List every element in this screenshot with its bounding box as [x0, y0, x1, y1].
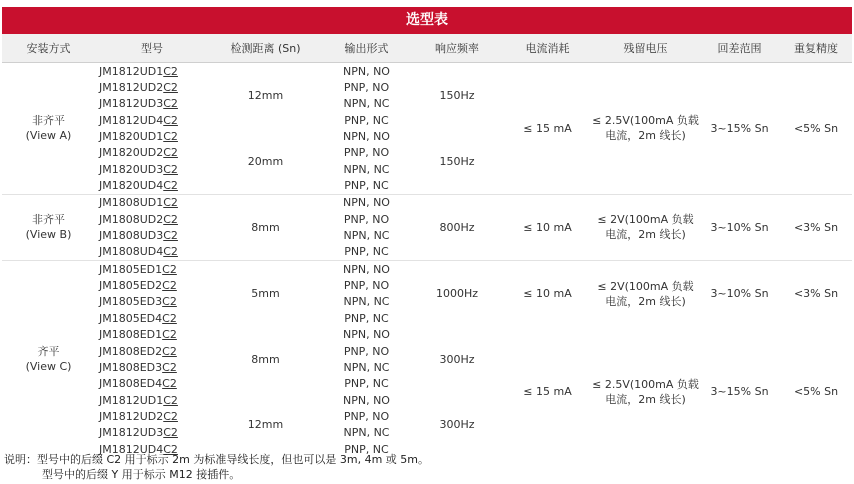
model-cell: JM1808ED2C2: [99, 344, 177, 358]
model-cell: JM1812UD3C2: [99, 426, 178, 440]
output-cell: NPN, NC: [343, 426, 390, 440]
header-model: 型号: [95, 34, 209, 63]
frequency-cell: 150Hz: [439, 154, 475, 168]
mounting-cell: 非齐平 (View A): [2, 63, 95, 195]
model-cell: JM1808UD4C2: [99, 245, 178, 259]
output-cell: NPN, NO: [322, 261, 411, 278]
note-line: 型号中的后缀 Y 用于标示 M12 接插件。: [42, 468, 241, 481]
model-cell: JM1805ED1C2: [95, 261, 209, 278]
model-cell: JM1812UD1C2: [99, 393, 178, 407]
table-header-row: [2, 34, 852, 63]
repeat-cell: <3% Sn: [780, 261, 852, 327]
header-frequency: 响应频率: [411, 34, 503, 63]
frequency-cell: 300Hz: [439, 418, 475, 432]
current-cell: ≤ 15 mA: [523, 385, 572, 399]
output-cell: PNP, NC: [344, 377, 389, 391]
header-distance: 检测距离 (Sn): [209, 34, 322, 63]
hysteresis-cell: 3~10% Sn: [699, 261, 780, 327]
output-cell: PNP, NO: [343, 146, 390, 160]
hysteresis-cell: 3~10% Sn: [699, 194, 780, 260]
output-cell: PNP, NC: [344, 179, 389, 193]
distance-cell: 20mm: [247, 154, 284, 168]
output-cell: NPN, NC: [343, 229, 390, 243]
header-mounting: 安装方式: [2, 34, 95, 63]
output-cell: PNP, NO: [343, 81, 390, 95]
model-cell: JM1820UD2C2: [99, 146, 178, 160]
table-row: [2, 194, 852, 211]
hysteresis-cell: 3~15% Sn: [699, 63, 780, 195]
repeat-cell: <5% Sn: [793, 385, 839, 399]
voltage-cell: ≤ 2V(100mA 负载电流，2m 线长): [592, 194, 699, 260]
output-cell: PNP, NO: [343, 344, 390, 358]
voltage-cell: ≤ 2.5V(100mA 负载电流，2m 线长): [592, 377, 699, 406]
output-cell: NPN, NC: [343, 360, 390, 374]
model-cell: JM1812UD4C2: [99, 442, 178, 456]
header-residual-voltage: 残留电压: [592, 34, 699, 63]
output-cell: PNP, NC: [344, 113, 389, 127]
model-cell: JM1812UD3C2: [99, 97, 178, 111]
output-cell: NPN, NO: [343, 130, 390, 144]
output-cell: NPN, NO: [343, 393, 390, 407]
output-cell: PNP, NC: [344, 442, 389, 456]
header-output: 输出形式: [322, 34, 411, 63]
repeat-cell: <3% Sn: [780, 194, 852, 260]
distance-cell: 12mm: [247, 418, 284, 432]
header-repeatability: 重复精度: [780, 34, 852, 63]
note-line: 说明：型号中的后缀 C2 用于标示 2m 为标准导线长度，但也可以是 3m, 4m 或 5m。: [4, 453, 430, 466]
model-cell: JM1808ED1C2: [99, 328, 177, 342]
output-cell: NPN, NC: [343, 97, 390, 111]
model-cell: JM1812UD1C2: [95, 63, 209, 80]
model-cell: JM1812UD2C2: [99, 409, 178, 423]
header-current: 电流消耗: [503, 34, 592, 63]
distance-cell: 5mm: [209, 261, 322, 327]
header-hysteresis: 回差范围: [699, 34, 780, 63]
distance-cell: 12mm: [209, 63, 322, 129]
mounting-cell: 齐平 (View C): [2, 261, 95, 458]
mounting-cell: 非齐平 (View B): [2, 194, 95, 260]
output-cell: PNP, NC: [344, 245, 389, 259]
model-cell: JM1805ED2C2: [99, 279, 177, 293]
model-cell: JM1808ED3C2: [99, 360, 177, 374]
model-cell: JM1808ED4C2: [99, 377, 177, 391]
model-cell: JM1820UD1C2: [99, 130, 178, 144]
distance-cell: 8mm: [209, 194, 322, 260]
notes: [4, 452, 850, 482]
table-row: [2, 63, 852, 80]
distance-cell: 8mm: [251, 352, 280, 366]
model-cell: JM1812UD4C2: [99, 113, 178, 127]
hysteresis-cell: 3~15% Sn: [710, 385, 769, 399]
voltage-cell: ≤ 2V(100mA 负载电流，2m 线长): [592, 261, 699, 327]
output-cell: PNP, NO: [343, 212, 390, 226]
model-cell: JM1820UD4C2: [99, 179, 178, 193]
output-cell: NPN, NC: [343, 162, 390, 176]
frequency-cell: 800Hz: [411, 194, 503, 260]
table-title: 选型表: [2, 7, 852, 34]
repeat-cell: <5% Sn: [780, 63, 852, 195]
output-cell: PNP, NO: [343, 409, 390, 423]
frequency-cell: 1000Hz: [411, 261, 503, 327]
model-cell: JM1820UD3C2: [99, 162, 178, 176]
table-row: [2, 261, 852, 278]
model-cell: JM1805ED3C2: [99, 295, 177, 309]
model-cell: JM1808UD3C2: [99, 229, 178, 243]
voltage-cell: ≤ 2.5V(100mA 负载电流，2m 线长): [592, 63, 699, 195]
current-cell: ≤ 10 mA: [503, 194, 592, 260]
output-cell: PNP, NC: [344, 311, 389, 325]
model-cell: JM1805ED4C2: [99, 311, 177, 325]
current-cell: ≤ 15 mA: [503, 63, 592, 195]
model-cell: JM1808UD1C2: [95, 194, 209, 211]
output-cell: NPN, NO: [322, 63, 411, 80]
frequency-cell: 150Hz: [411, 63, 503, 129]
table-row: [2, 327, 852, 343]
output-cell: NPN, NC: [343, 295, 390, 309]
output-cell: PNP, NO: [343, 279, 390, 293]
output-cell: NPN, NO: [343, 328, 390, 342]
model-cell: JM1812UD2C2: [99, 81, 178, 95]
frequency-cell: 300Hz: [439, 352, 475, 366]
selection-table: [2, 34, 852, 457]
model-cell: JM1808UD2C2: [99, 212, 178, 226]
current-cell: ≤ 10 mA: [503, 261, 592, 327]
output-cell: NPN, NO: [322, 194, 411, 211]
